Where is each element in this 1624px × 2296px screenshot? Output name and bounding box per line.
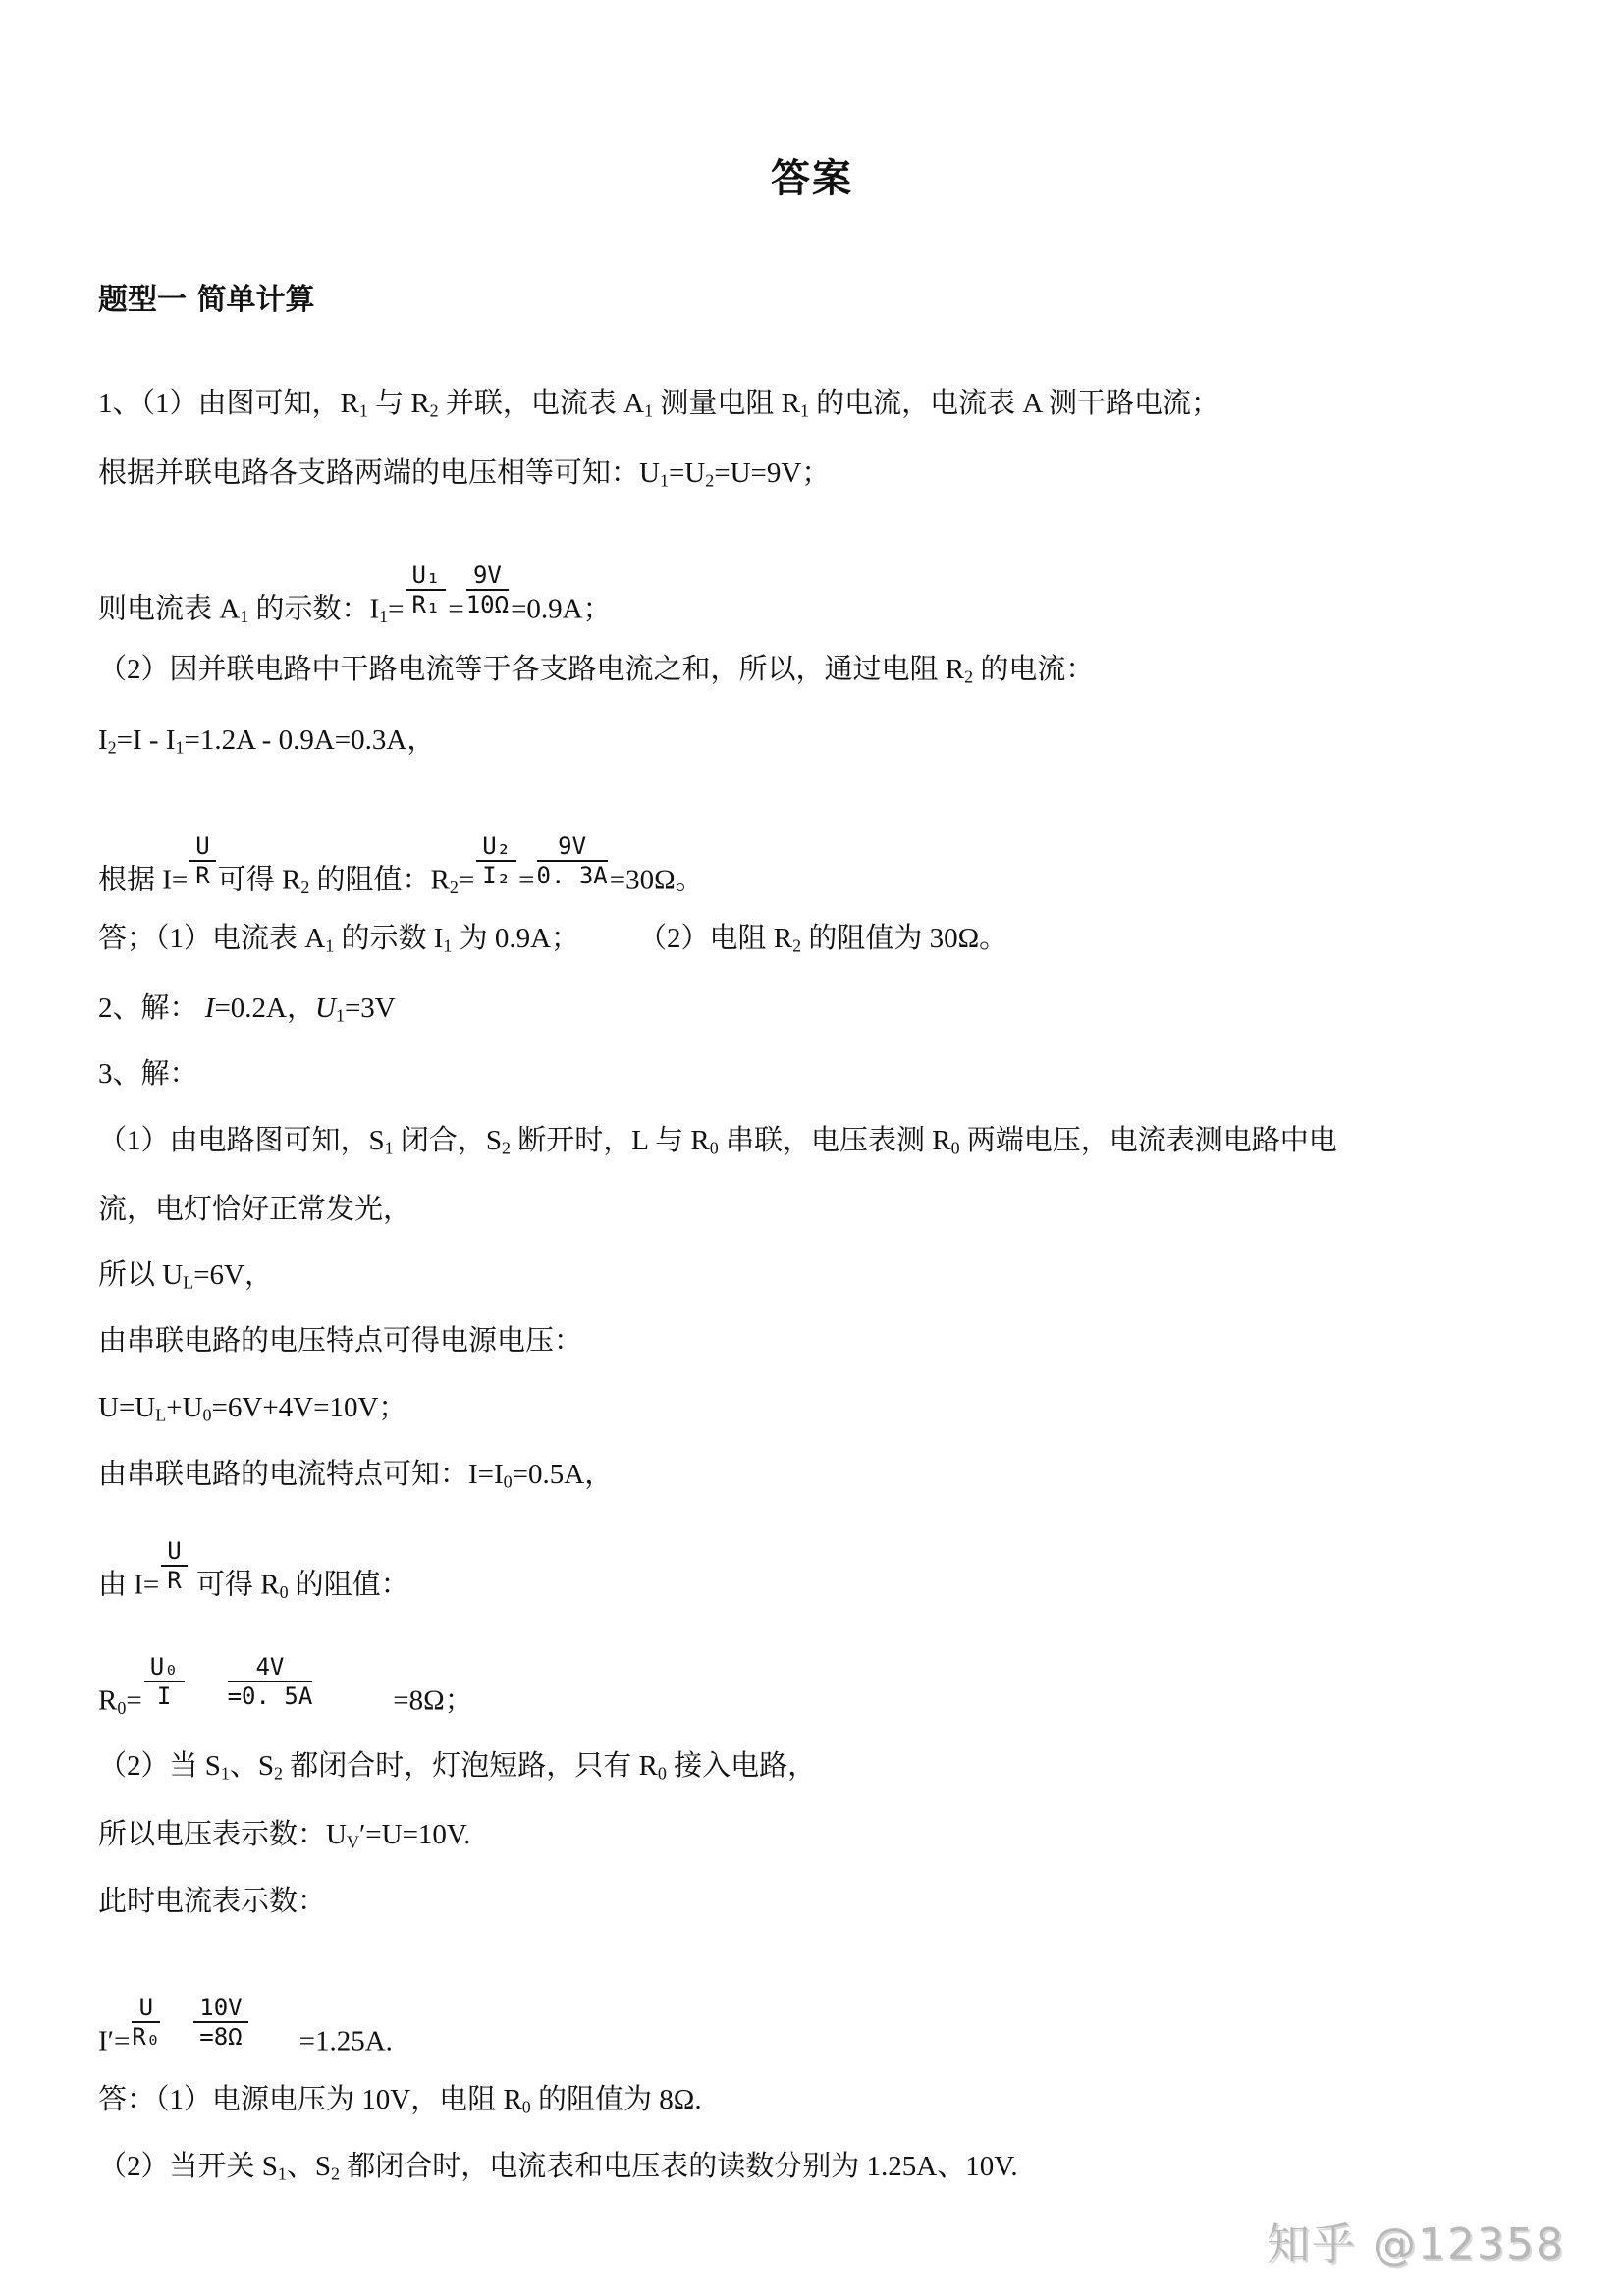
fraction-10v-8ohm: $\frac{10V}{=8\Omega}$ — [193, 1996, 247, 2049]
section-heading: 题型一 简单计算 — [98, 283, 315, 317]
q2-line: 2、解： I=0.2A，$U_1=3V$ — [98, 992, 396, 1026]
fraction-4v-05a: $\frac{4V}{=0. 5A}$ — [227, 1653, 313, 1710]
q1-line-2: 根据并联电路各支路两端的电压相等可知：$U_1=U_2=U=9V$； — [98, 457, 831, 491]
q3-ohm-line: 由 I= $\frac{U}{R}$ 可得 $R_0$ 的阻值： — [98, 1537, 409, 1603]
q3-iprime-formula: I′= $\frac{U}{\text{R₀}}$ $\frac{10V}{=8\Omega}$ =1.25A. — [98, 1994, 393, 2057]
q3-current-line: 由串联电路的电流特点可知：$I=I_0=0.5A$， — [98, 1459, 614, 1492]
q3-heading: 3、解： — [98, 1058, 198, 1090]
q3-r0-formula: $R_0=$ $\frac{\text{U₀}}{I}$ $\frac{4V}{=0. 5A}$ =8Ω； — [98, 1653, 473, 1719]
q3-p2-line: （2）当 $S_1$、$S_2$ 都闭合时，灯泡短路，只有 $R_0$ 接入电路， — [98, 1750, 817, 1784]
fraction-u-r: $\frac{U}{R}$ — [189, 834, 215, 887]
q3-uv-line: 所以电压表示数：$U_V'=U=10V$. — [98, 1819, 471, 1852]
q3-p1-line-1: （1）由电路图可知，$S_1$ 闭合，$S_2$ 断开时，L 与 $R_0$ 串联，电压表测 $R_0$ 两端电压，电流表测电路中电 — [98, 1125, 1337, 1158]
fraction-u-r: $\frac{U}{R}$ — [161, 1539, 187, 1592]
fraction-u1-r1: $\frac{\text{U₁}}{\text{R₁}}$ — [406, 563, 446, 616]
q3-ammeter-line: 此时电流表示数： — [98, 1886, 327, 1917]
q3-ul-line: 所以 $U_L=6V$， — [98, 1259, 273, 1293]
q3-source-voltage-line: 由串联电路的电压特点可得电源电压： — [98, 1325, 583, 1357]
fraction-u-r0: $\frac{U}{\text{R₀}}$ — [132, 1994, 161, 2051]
q1-answer: 答；（1）电流表 $A_1$ 的示数 $I_1$ 为 0.9A； （2）电阻 $R_2$ 的阻值为 30Ω。 — [98, 923, 1008, 956]
fraction-u0-i: $\frac{\text{U₀}}{I}$ — [144, 1655, 185, 1708]
q3-answer-1: 答：（1）电源电压为 10V，电阻 $R_0$ 的阻值为 8Ω. — [98, 2084, 702, 2117]
watermark: 知乎 @12358 — [1267, 2219, 1565, 2269]
q1-line-3-formula: 则电流表 $A_1$ 的示数：$I_1=$ $\frac{\text{U₁}}{\text{R₁}}$ = $\frac{9V}{10\Omega}$ =0.9A； — [98, 561, 612, 627]
fraction-9v-03a: $\frac{9V}{0. 3A}$ — [536, 832, 608, 889]
page-title: 答案 — [771, 156, 853, 201]
fraction-u2-i2: $\frac{\text{U₂}}{\text{I₂}}$ — [476, 834, 516, 887]
q3-p1-line-2: 流，电灯恰好正常发光， — [98, 1194, 412, 1225]
fraction-9v-10ohm: $\frac{9V}{10\Omega}$ — [465, 561, 510, 618]
q1-line-5: $I_2=I - I_1=1.2A - 0.9A=0.3A$， — [98, 724, 436, 758]
q1-line-1: 1、（1）由图可知，$R_1$ 与 $R_2$ 并联，电流表 $A_1$ 测量电阻 $R_1$ 的电流，电流表 A 测干路电流； — [98, 388, 1220, 421]
q1-line-6-formula: 根据 I= $\frac{U}{R}$ 可得 $R_2$ 的阻值：$R_2=$ $\frac{\text{U₂}}{\text{I₂}}$ = $\frac{9V}{0. 3A}$ =30Ω。 — [98, 832, 704, 898]
q3-u-sum-line: $U=U_L+U_0=6V+4V=10V$； — [98, 1392, 407, 1425]
q3-answer-2: （2）当开关 $S_1$、$S_2$ 都闭合时，电流表和电压表的读数分别为 1.25A、10V. — [98, 2151, 1018, 2184]
q1-line-4: （2）因并联电路中干路电流等于各支路电流之和，所以，通过电阻 $R_2$ 的电流： — [98, 654, 1095, 687]
